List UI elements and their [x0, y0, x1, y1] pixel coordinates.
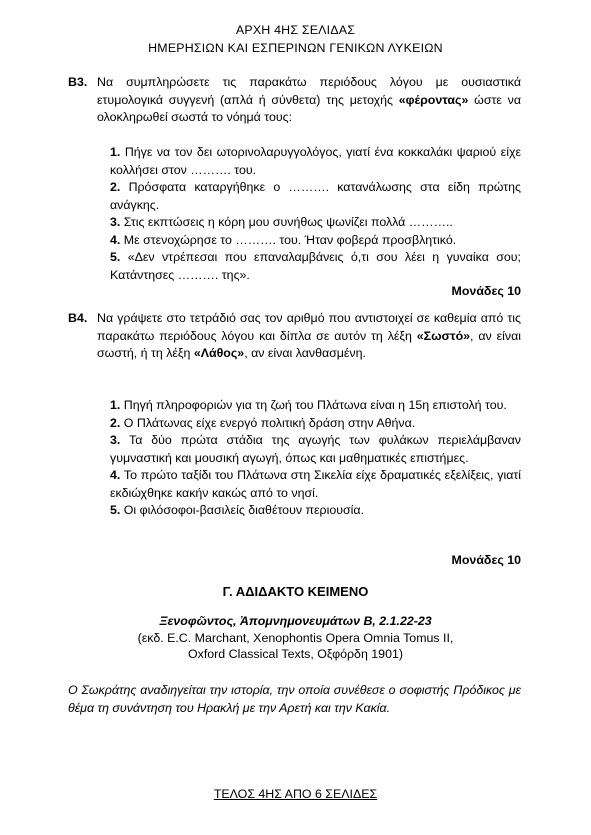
b4-intro-mid: , αν είναι σωστή, ή τη λέξη	[97, 328, 521, 360]
b3-marks: Μονάδες 10	[451, 284, 521, 298]
list-item	[110, 144, 521, 179]
list-item	[110, 397, 521, 415]
item-number: 5.	[110, 250, 121, 264]
item-text: «Δεν ντρέπεσαι που επαναλαμβάνεις ό,τι σου λέει η γυναίκα σου; Κατάντησες ………. της».	[110, 250, 521, 282]
section-c-edition-line2: Oxford Classical Texts, Οξφόρδη 1901)	[188, 647, 403, 661]
item-text: Πρόσφατα καταργήθηκε ο ………. κατανάλωσης στα είδη πρώτης ανάγκης.	[110, 180, 521, 212]
header-page-start: ΑΡΧΗ 4ΗΣ ΣΕΛΙΔΑΣ	[235, 23, 356, 37]
question-b4-number: Β4.	[68, 311, 88, 325]
item-number: 5.	[110, 503, 121, 517]
list-item	[110, 432, 521, 467]
section-c-edition-line1: (εκδ. E.C. Marchant, Xenophontis Opera Omnia Tomus II,	[137, 631, 454, 645]
item-number: 2.	[110, 180, 121, 194]
header-school-type: ΗΜΕΡΗΣΙΩΝ ΚΑΙ ΕΣΠΕΡΙΝΩΝ ΓΕΝΙΚΩΝ ΛΥΚΕΙΩΝ	[148, 41, 443, 55]
section-c-intro: Ο Σωκράτης αναδιηγείται την ιστορία, την οποία συνέθεσε ο σοφιστής Πρόδικος με θέμα τη συνάντηση του Ηρακλή με την Αρετή και την Κακία.	[68, 683, 521, 715]
b4-word-false: «Λάθος»	[193, 346, 245, 360]
item-text: Πηγή πληροφοριών για τη ζωή του Πλάτωνα είναι η 15η επιστολή του.	[123, 398, 507, 412]
section-c-title: Γ. ΑΔΙΔΑΚΤΟ ΚΕΙΜΕΝΟ	[222, 584, 369, 599]
b3-item-list	[110, 144, 521, 284]
b3-intro-text: Να συμπληρώσετε τις παρακάτω περιόδους λόγου με ουσιαστικά ετυμολογικά συγγενή (απλά ή σύνθετα) της μετοχής	[97, 75, 521, 107]
footer	[0, 786, 591, 804]
item-number: 3.	[110, 433, 121, 447]
item-number: 4.	[110, 468, 121, 482]
item-number: 1.	[110, 145, 121, 159]
item-text: Οι φιλόσοφοι-βασιλείς διαθέτουν περιουσία.	[123, 503, 365, 517]
question-b4-intro	[97, 310, 521, 363]
item-text: Το πρώτο ταξίδι του Πλάτωνα στη Σικελία είχε δραματικές εξελίξεις, γιατί εκδιώχθηκε κακήν κακώς από το νησί.	[110, 468, 522, 500]
footer-page-end: ΤΕΛΟΣ 4ΗΣ ΑΠΟ 6 ΣΕΛΙΔΕΣ	[213, 787, 378, 801]
list-item	[110, 232, 521, 250]
list-item	[110, 214, 521, 232]
item-text: Με στενοχώρησε το ………. του. Ήταν φοβερά προσβλητικό.	[123, 232, 457, 247]
question-b3-intro	[97, 74, 521, 127]
question-b3-number: Β3.	[68, 75, 88, 89]
item-text: Στις εκπτώσεις η κόρη μου συνήθως ψωνίζει πολλά ………..	[123, 215, 453, 229]
item-number: 1.	[110, 398, 121, 412]
b4-intro-end: , αν είναι λανθασμένη.	[244, 346, 366, 360]
b4-item-list	[110, 397, 521, 520]
b4-marks: Μονάδες 10	[451, 553, 521, 567]
item-number: 2.	[110, 415, 121, 430]
item-number: 4.	[110, 232, 121, 247]
item-number: 3.	[110, 215, 121, 229]
b3-keyword: «φέροντας»	[398, 92, 469, 107]
list-item	[110, 502, 521, 520]
b3-intro-end: ώστε να ολοκληρωθεί σωστά το νόημά τους:	[97, 92, 522, 124]
item-text: Ο Πλάτωνας είχε ενεργό πολιτική δράση στην Αθήνα.	[123, 415, 416, 430]
list-item	[110, 179, 521, 214]
list-item	[110, 249, 521, 284]
item-text: Πήγε να τον δει ωτορινολαρυγγολόγος, γιατί ένα κοκκαλάκι ψαριού είχε κολλήσει στον ………. του.	[110, 145, 521, 177]
section-c-source: Ξενοφῶντος, Ἀπομνημονευμάτων Β, 2.1.22-23	[159, 614, 432, 628]
b4-intro-text: Να γράψετε στο τετράδιό σας τον αριθμό που αντιστοιχεί σε καθεμία από τις παρακάτω περιόδους λόγου και δίπλα σε αυτόν τη λέξη	[97, 311, 521, 343]
b4-word-true: «Σωστό»	[416, 328, 471, 343]
item-text: Τα δύο πρώτα στάδια της αγωγής των φυλάκων περιελάμβαναν γυμναστική και μουσική αγωγή, όπως και μαθηματικές επιστήμες.	[110, 433, 521, 465]
list-item	[110, 415, 521, 433]
list-item	[110, 467, 521, 502]
